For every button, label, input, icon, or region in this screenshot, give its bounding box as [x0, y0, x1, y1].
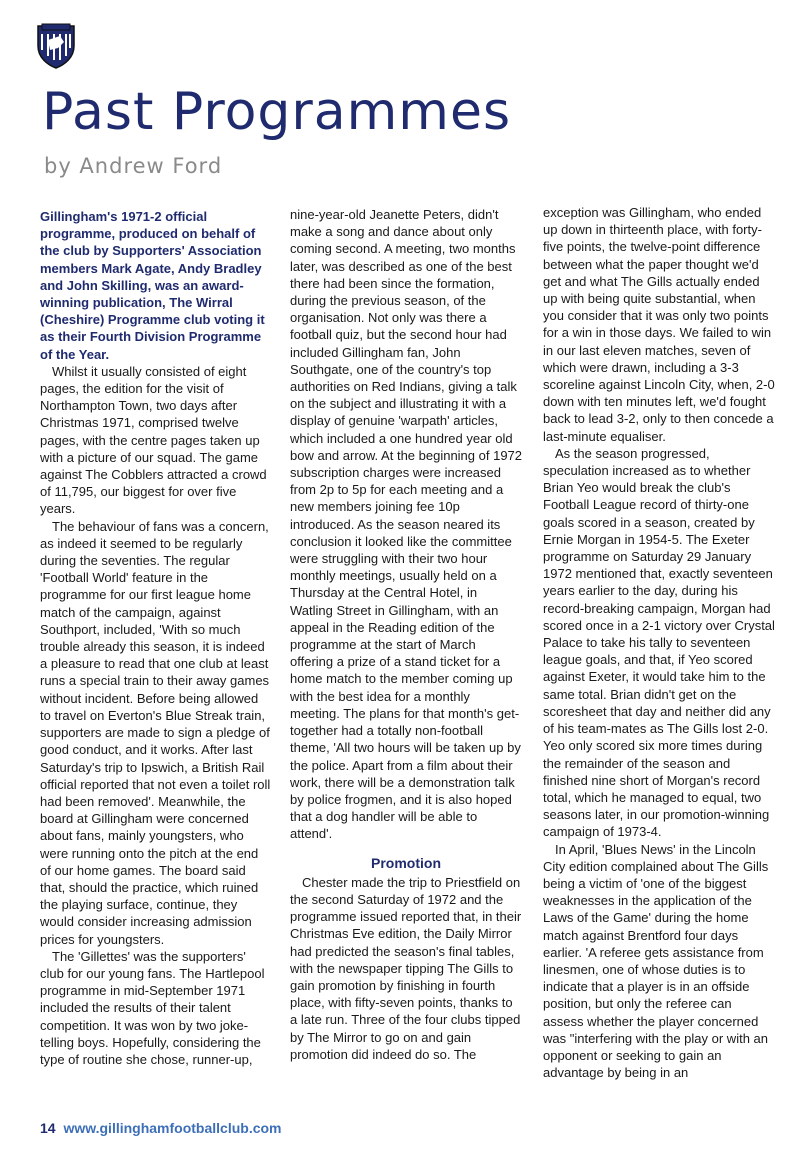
- club-crest-icon: [30, 20, 82, 70]
- byline: by Andrew Ford: [44, 154, 223, 178]
- paragraph: The behaviour of fans was a concern, as indeed it seemed to be regularly during the seventies. The regular 'Football World' feature in the programme for our first league home match of the campaign, against Southport, included, 'With so much trouble already this season, it is indeed a pleasure to read that one club at least runs a special train to their away games without incident. Before being allowed to travel on Everton's Blue Streak train, supporters are made to sign a pledge of good conduct, and it works. After last Saturday's trip to Ipswich, a British Rail official reported that not even a toilet roll had been removed'. Meanwhile, the board at Gillingham were concerned about fans, mainly youngsters, who were running onto the pitch at the end of our home games. The board said that, should the practice, which ruined the playing surface, continue, they would consider increasing admission prices for youngsters.: [40, 518, 271, 947]
- paragraph: Chester made the trip to Priestfield on the second Saturday of 1972 and the programme issued reported that, in their Christmas Eve edition, the Daily Mirror had predicted the season's final tables, with the newspaper tipping The Gills to gain promotion by finishing in fourth place, with fifty-seven points, thanks to a late run. Three of the four clubs tipped by The Mirror to go on and gain promotion did indeed do so. The: [290, 874, 522, 1062]
- article-column-1: [40, 208, 272, 1068]
- paragraph: In April, 'Blues News' in the Lincoln City edition complained about The Gills being a victim of 'one of the biggest weaknesses in the application of the Laws of the Game' during the home match against Brentford four days earlier. 'A referee gets assistance from linesmen, one of whose duties is to indicate that a player is in an offside position, but only the referee can assess whether the player concerned was "interfering with the play or with an opponent or seeking to gain an advantage by being in an: [543, 841, 769, 1081]
- article-lead: Gillingham's 1971-2 official programme, produced on behalf of the club by Supporters' Association members Mark Agate, Andy Bradley and John Skilling, was an award-winning publication, The Wirral (Cheshire) Programme club voting it as their Fourth Division Programme of the Year.: [40, 209, 265, 362]
- paragraph: The 'Gillettes' was the supporters' club for our young fans. The Hartlepool programme in mid-September 1971 included the results of their talent competition. It was won by two joke-telling boys. Hopefully, considering the type of routine she chose, runner-up,: [40, 948, 265, 1067]
- page-number: 14: [40, 1120, 56, 1136]
- page-footer: [40, 1120, 282, 1136]
- article-column-2: [290, 206, 522, 1063]
- paragraph: nine-year-old Jeanette Peters, didn't make a song and dance about only coming second. A meeting, two months later, was described as one of the best there had been since the formation, during the previous season, of the organisation. Not only was there a football quiz, but the second hour had included Gillingham fan, John Southgate, one of the country's top authorities on Red Indians, giving a talk on the subject and illustrating it with a display of genuine 'warpath' articles, which included a one hundred year old bow and arrow. At the beginning of 1972 subscription charges were increased from 2p to 5p for each meeting and a new members joining fee 10p introduced. As the season neared its conclusion it looked like the committee were struggling with their two hour monthly meetings, usually held on a Thursday at the Central Hotel, in Watling Street in Gillingham, with an appeal in the Reading edition of the programme at the start of March offering a prize of a stand ticket for a home match to the member coming up with the best idea for a monthly meeting. The plans for that month's get-together had a totally non-football theme, 'All two hours will be taken up by the police. Apart from a film about their work, there will be a demonstration talk by police frogmen, and it is also hoped that a dog handler will be able to attend'.: [290, 207, 523, 842]
- page-title: Past Programmes: [42, 82, 512, 142]
- section-heading: Promotion: [371, 854, 441, 871]
- paragraph: Whilst it usually consisted of eight pages, the edition for the visit of Northampton Town, two days after Christmas 1971, comprised twelve pages, with the centre pages taken up with a picture of our squad. The game against The Cobblers attracted a crowd of 11,795, our biggest for over five years.: [40, 363, 267, 517]
- paragraph: As the season progressed, speculation increased as to whether Brian Yeo would break the club's Football League record of thirty-one goals scored in a season, created by Ernie Morgan in 1954-5. The Exeter programme on Saturday 29 January 1972 mentioned that, exactly seventeen years earlier to the day, during his record-breaking campaign, Morgan had scored once in a 2-1 victory over Crystal Palace to take his tally to seventeen league goals, and that, if Yeo scored against Exeter, it would take him to the same total. Brian didn't get on the scoresheet that day and neither did any of his team-mates as The Gills lost 2-0. Yeo only scored six more times during the remainder of the season and finished nine short of Morgan's record total, which he managed to equal, two seasons later, in our promotion-winning campaign of 1973-4.: [543, 445, 775, 840]
- paragraph: exception was Gillingham, who ended up down in thirteenth place, with forty-five points, the twelve-point difference between what the paper thought we'd get and what The Gills actually ended up with being quite substantial, when you consider that it was only two points for a win in those days. We failed to win in our last eleven matches, seven of which were drawn, including a 3-3 scoreline against Lincoln City, when, 2-0 down with ten minutes left, we'd fought back to lead 3-2, only to then concede a last-minute equaliser.: [543, 205, 775, 444]
- website-link[interactable]: www.gillinghamfootballclub.com: [63, 1120, 282, 1136]
- article-column-3: [543, 204, 775, 1081]
